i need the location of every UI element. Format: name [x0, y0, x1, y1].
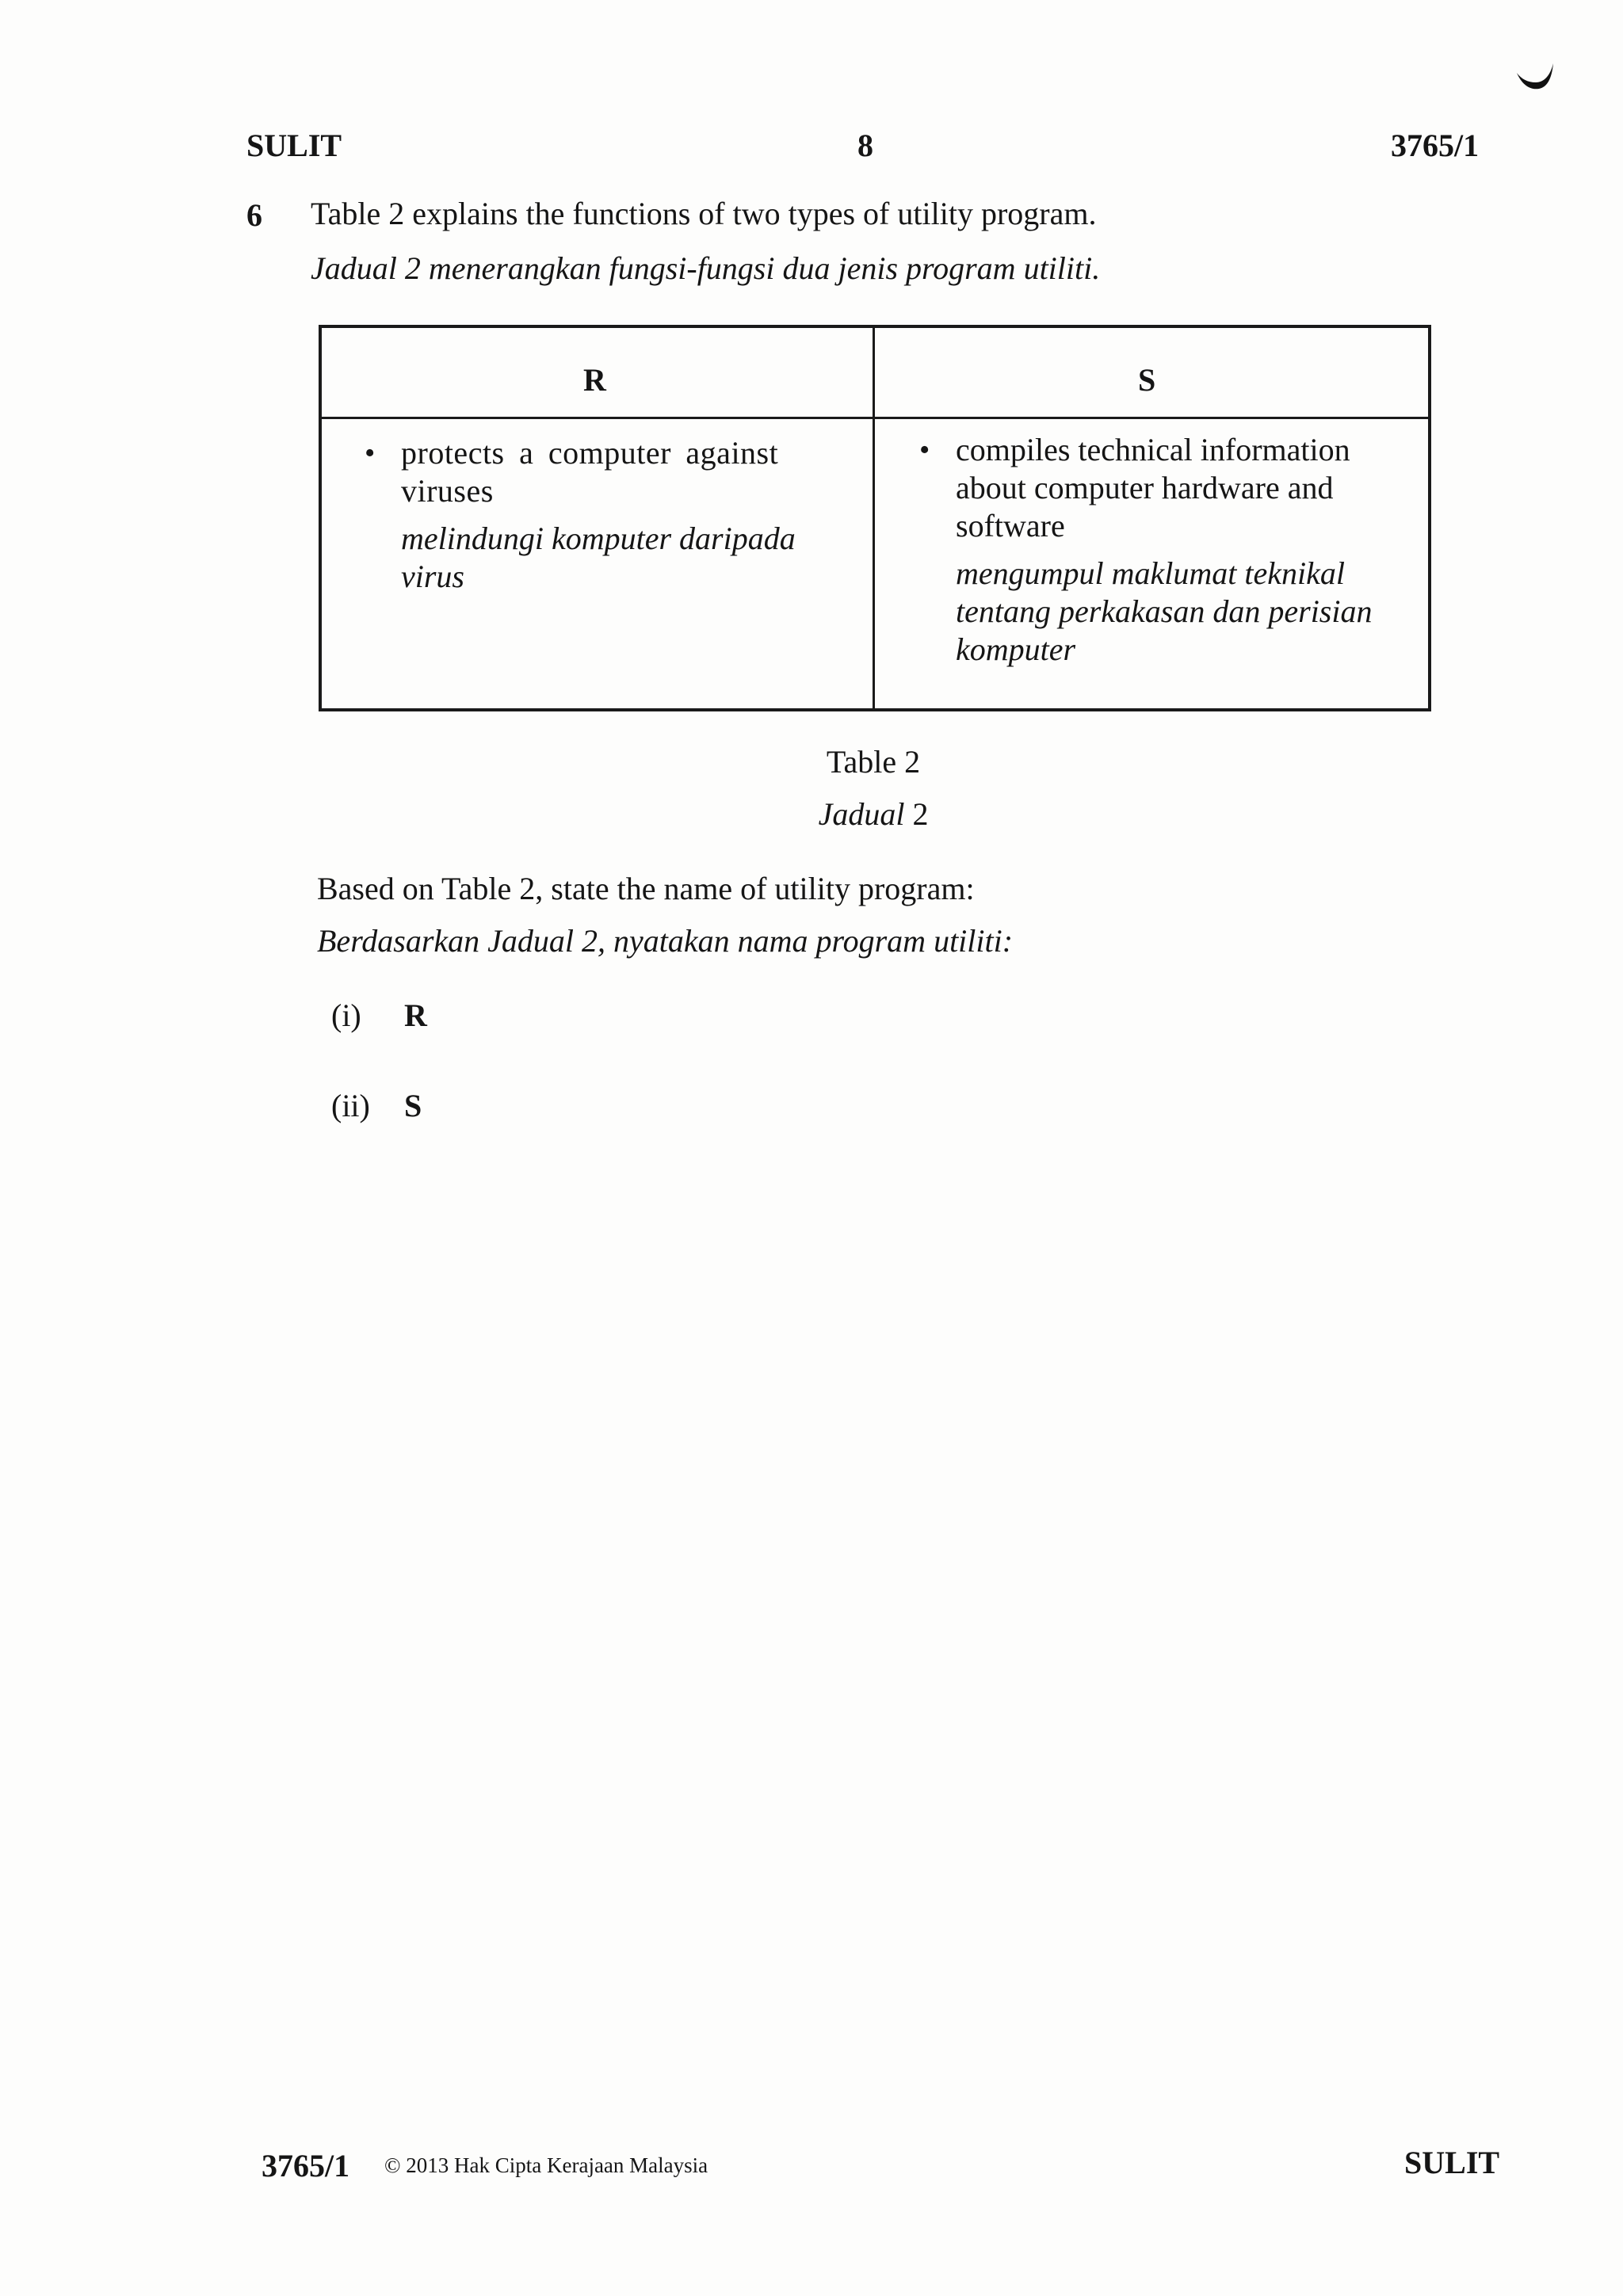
table-caption-ms-number: 2	[912, 796, 929, 832]
page-number: 8	[857, 128, 873, 163]
bullet-icon: •	[365, 437, 376, 470]
table-column-divider	[873, 328, 875, 708]
footer-copyright: © 2013 Hak Cipta Kerajaan Malaysia	[384, 2153, 708, 2177]
question-text-ms: Jadual 2 menerangkan fungsi-fungsi dua jenis program utiliti.	[311, 250, 1101, 286]
table-caption-ms	[62, 795, 1623, 833]
prompt-text-ms: Berdasarkan Jadual 2, nyatakan nama program utiliti:	[317, 923, 1014, 959]
header-sulit: SULIT	[246, 128, 342, 163]
question-text-en: Table 2 explains the functions of two types of utility program.	[311, 196, 1097, 231]
cell-r-text-en: protects a computer against viruses	[401, 435, 779, 509]
corner-mark	[1515, 57, 1555, 95]
footer-paper-code: 3765/1	[262, 2148, 350, 2183]
cell-s-text-en: compiles technical information about computer hardware and software	[956, 432, 1350, 543]
table-header-divider	[322, 417, 1428, 419]
question-number: 6	[246, 197, 262, 233]
table-cell-s	[919, 431, 1403, 669]
sub-question-number: (ii)	[331, 1088, 370, 1123]
column-heading-s: S	[1138, 362, 1156, 398]
cell-s-text-ms: mengumpul maklumat teknikal tentang perkakasan dan perisian komputer	[956, 555, 1373, 667]
table-cell-r	[365, 434, 840, 596]
utility-table	[319, 325, 1431, 711]
table-caption-en: Table 2	[826, 744, 921, 780]
sub-question-number: (i)	[331, 997, 361, 1033]
sub-question-i	[331, 997, 427, 1034]
column-heading-r: R	[583, 362, 606, 398]
sub-question-letter: R	[404, 997, 427, 1033]
paper-code: 3765/1	[1391, 128, 1480, 163]
cell-r-text-ms: melindungi komputer daripada virus	[401, 521, 796, 594]
sub-question-letter: S	[404, 1088, 422, 1123]
prompt-text-en: Based on Table 2, state the name of utility program:	[317, 871, 975, 906]
footer-sulit: SULIT	[1404, 2145, 1500, 2180]
sub-question-ii	[331, 1087, 422, 1124]
table-caption-ms-word: Jadual	[818, 796, 905, 832]
bullet-icon: •	[919, 433, 930, 467]
